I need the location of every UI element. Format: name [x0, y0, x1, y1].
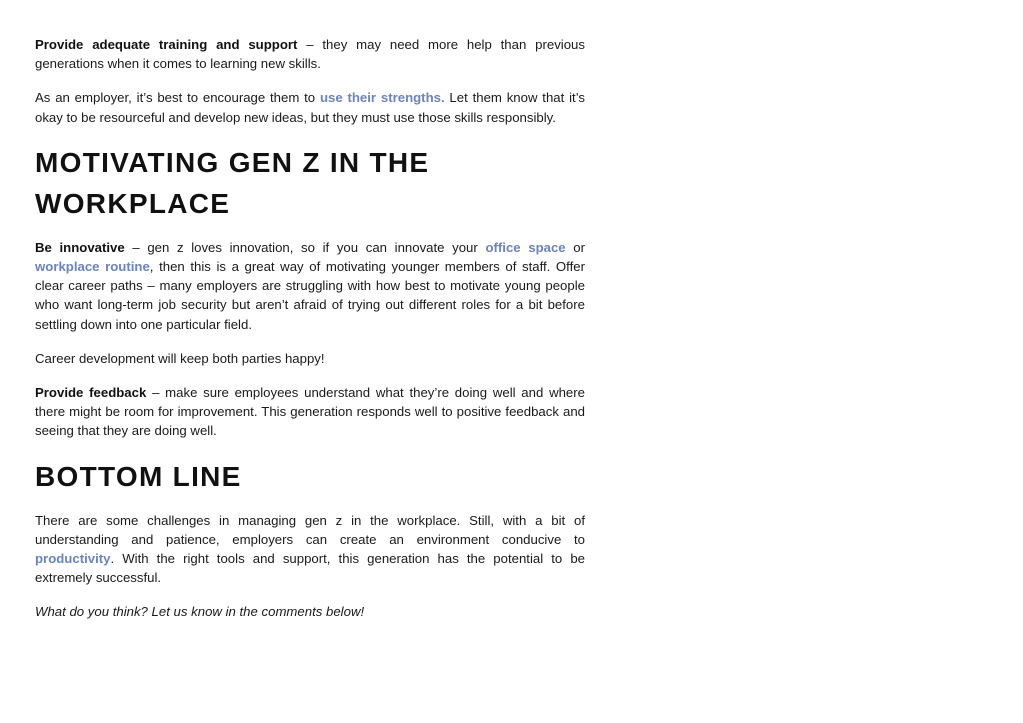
bold-lead-feedback: Provide feedback [35, 385, 147, 401]
paragraph-text: Let them know that it’s okay to be resourceful and develop new ideas, but they must use those skills responsibly. [35, 90, 585, 125]
link-office-space[interactable]: office space [485, 239, 566, 255]
paragraph-career-development: Career development will keep both parties happy! [35, 350, 325, 366]
italic-question: What do you think? Let us know in the comments below! [35, 604, 365, 620]
paragraph-text: – gen z loves innovation, so if you can innovate your [124, 239, 486, 255]
heading-motivating-gen-z: MOTIVATING GEN Z IN THE WORKPLACE [35, 146, 430, 219]
link-workplace-routine[interactable]: workplace routine [35, 259, 150, 275]
paragraph-text: or [565, 239, 586, 255]
paragraph-call-to-comment [35, 602, 585, 621]
paragraph-text: , then this is a great way of motivating younger members of staff. Offer clear career paths – many employers are struggling with how best to motivate young people who want long-term job security but aren’t afraid of trying out different roles for a bit before settling down into one particular field. [35, 259, 585, 332]
paragraph-text: As an employer, it’s best to encourage them to [35, 90, 320, 106]
bold-lead-innovative: Be innovative [35, 239, 125, 255]
paragraph-text: . With the right tools and support, this generation has the potential to be extremely successful. [35, 551, 585, 586]
paragraph-strengths [35, 88, 585, 126]
paragraph-text: – they may need more help than previous generations when it comes to learning new skills. [35, 37, 585, 72]
bold-lead-training: Provide adequate training and support [35, 37, 298, 52]
paragraph-conclusion [35, 511, 585, 588]
article-body [35, 35, 585, 637]
link-use-their-strengths[interactable]: use their strengths. [319, 90, 445, 106]
paragraph-training [35, 35, 585, 73]
link-productivity[interactable]: productivity [35, 551, 111, 567]
heading-bottom-line: BOTTOM LINE [35, 460, 242, 492]
paragraph-text: There are some challenges in managing gen z in the workplace. Still, with a bit of understanding and patience, employers can create an environment conducive to [35, 512, 585, 547]
paragraph-innovative [35, 238, 585, 334]
paragraph-text: – make sure employees understand what they’re doing well and where there might be room for improvement. This generation responds well to positive feedback and seeing that they are doing well. [35, 385, 585, 439]
paragraph-feedback [35, 383, 585, 441]
